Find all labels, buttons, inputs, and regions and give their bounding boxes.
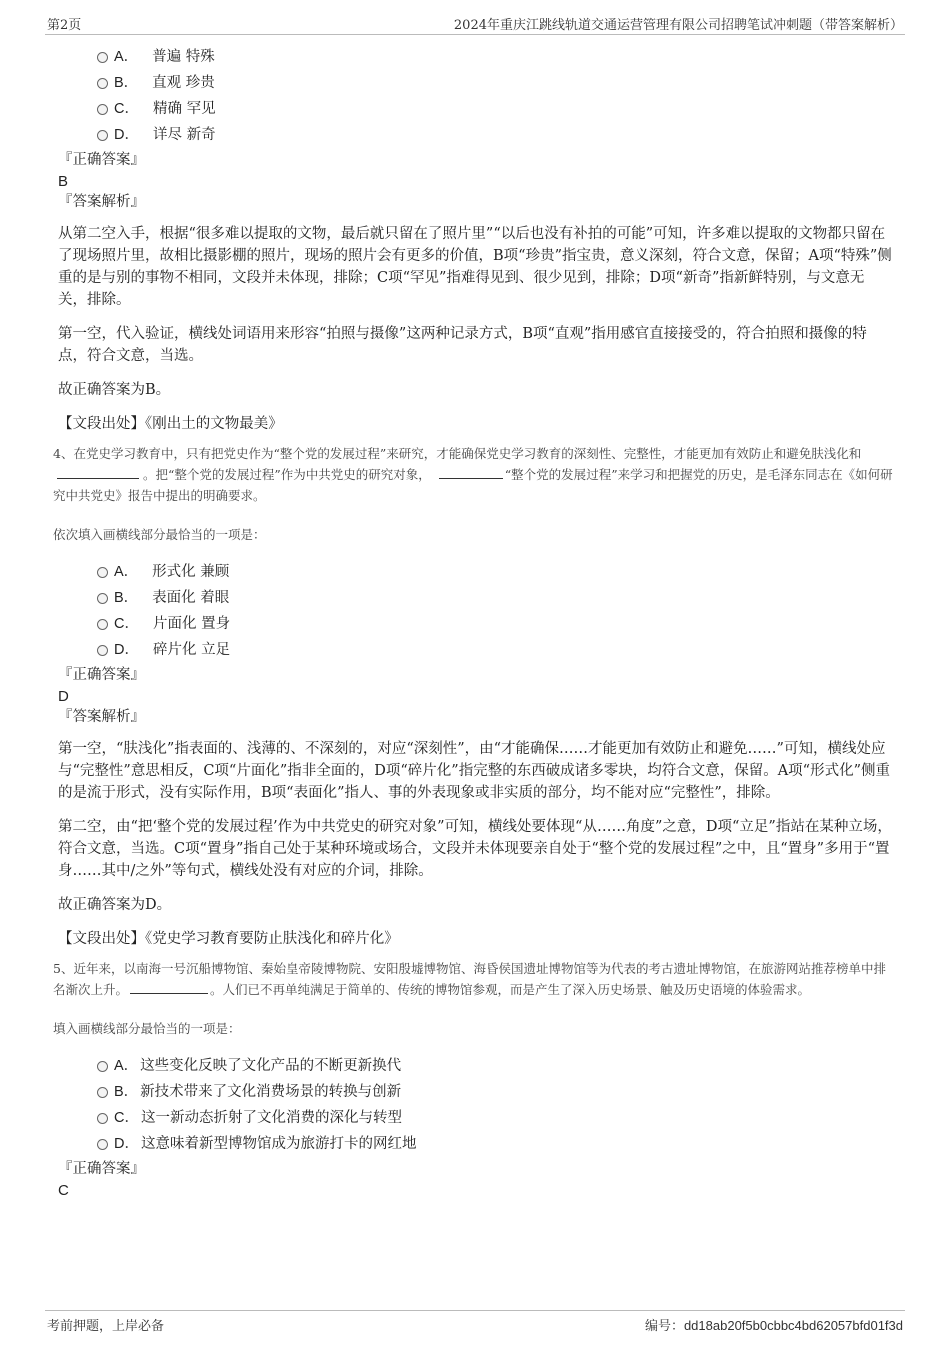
- page-footer: [45, 1310, 905, 1335]
- radio-icon[interactable]: [97, 645, 108, 656]
- q4-stem: 4、在党史学习教育中，只有把党史作为“整个党的发展过程”来研究，才能确保党史学习教育的深刻性、完整性，才能更加有效防止和避免肤浅化和。把“整个党的发展过程”作为中共党史的研究对象， “整个党的发展过程”来学习和把握党的历史，是毛泽东同志在《如何研究中共党史》报告中提出的明确要求。: [53, 446, 893, 503]
- q4-option-c[interactable]: C． 片面化 置身: [58, 611, 893, 637]
- q4-options: [58, 559, 893, 663]
- radio-icon[interactable]: [97, 52, 108, 63]
- radio-icon[interactable]: [97, 619, 108, 630]
- q5-option-d[interactable]: D． 这意味着新型博物馆成为旅游打卡的网红地: [58, 1131, 893, 1157]
- q3-analysis-1: 从第二空入手，根据“很多难以提取的文物，最后就只留在了照片里”“以后也没有补拍的可能”可知，许多难以提取的文物都只留在了现场照片里，故相比摄影棚的照片，现场的照片会有更多的价值，B项“珍贵”指宝贵，意义深刻，符合文意，保留；A项“特殊”侧重的是与别的事物不相同，文段并未体现，排除；C项“罕见”指难得见到、很少见到，排除；D项“新奇”指新鲜特别，与文意无关，排除。: [58, 226, 892, 308]
- q5-prompt: 填入画横线部分最恰当的一项是：: [53, 1021, 241, 1036]
- q4-option-a[interactable]: A． 形式化 兼顾: [58, 559, 893, 585]
- content: [53, 44, 893, 1201]
- radio-icon[interactable]: [97, 1113, 108, 1124]
- footer-slogan: 考前押题，上岸必备: [47, 1319, 165, 1334]
- q3-analysis-tag: 『答案解析』: [58, 194, 145, 210]
- radio-icon[interactable]: [97, 1061, 108, 1072]
- radio-icon[interactable]: [97, 593, 108, 604]
- q5-answer: C: [58, 1182, 69, 1199]
- radio-icon[interactable]: [97, 78, 108, 89]
- radio-icon[interactable]: [97, 1087, 108, 1098]
- q4-answer-tag: 『正确答案』: [58, 667, 145, 683]
- q5-option-c[interactable]: C． 这一新动态折射了文化消费的深化与转型: [58, 1105, 893, 1131]
- q4-option-b[interactable]: B． 表面化 着眼: [58, 585, 893, 611]
- q4-prompt: 依次填入画横线部分最恰当的一项是：: [53, 527, 266, 542]
- radio-icon[interactable]: [97, 104, 108, 115]
- page-header: [45, 14, 905, 35]
- q5-stem: 5、近年来，以南海一号沉船博物馆、秦始皇帝陵博物院、安阳殷墟博物馆、海昏侯国遗址博物馆等为代表的考古遗址博物馆，在旅游网站推荐榜单中排名渐次上升。 。人们已不再单纯满足于简单的、传统的博物馆参观，而是产生了深入历史场景、触及历史语境的体验需求。: [53, 961, 886, 997]
- q4-analysis-3: 故正确答案为D。: [58, 897, 172, 913]
- document-title: 2024年重庆江跳线轨道交通运营管理有限公司招聘笔试冲刺题（带答案解析）: [453, 18, 903, 33]
- q3-answer: B: [58, 173, 69, 190]
- radio-icon[interactable]: [97, 130, 108, 141]
- q3-analysis-2: 第一空，代入验证，横线处词语用来形容“拍照与摄像”这两种记录方式，B项“直观”指用感官直接接受的，符合拍照和摄像的特点，符合文意，当选。: [58, 326, 867, 364]
- q3-analysis-3: 故正确答案为B。: [58, 382, 171, 398]
- q4-analysis-1: 第一空，“肤浅化”指表面的、浅薄的、不深刻的，对应“深刻性”，由“才能确保……才能更加有效防止和避免……”可知，横线处应与“完整性”意思相反，C项“片面化”指非全面的，D项“碎片化”指完整的东西破成诸多零块，均符合文意，保留。A项“形式化”侧重的是流于形式，没有实际作用，B项“表面化”指人、事的外表现象或非实质的部分，均不能对应“完整性”，排除。: [58, 741, 890, 801]
- q3-option-a[interactable]: A． 普遍 特殊: [58, 44, 893, 70]
- q5-option-b[interactable]: B． 新技术带来了文化消费场景的转换与创新: [58, 1079, 893, 1105]
- radio-icon[interactable]: [97, 1139, 108, 1150]
- radio-icon[interactable]: [97, 567, 108, 578]
- document-code: 编号：dd18ab20f5b0cbbc4bd62057bfd01f3d: [644, 1318, 903, 1334]
- q5-option-a[interactable]: A． 这些变化反映了文化产品的不断更新换代: [58, 1053, 893, 1079]
- q4-analysis-tag: 『答案解析』: [58, 709, 145, 725]
- blank-line: [57, 478, 139, 479]
- q4-answer: D: [58, 688, 69, 705]
- page-number: 第2页: [47, 18, 82, 33]
- blank-line: [130, 993, 208, 994]
- q5-options: [58, 1053, 893, 1157]
- q3-options: [58, 44, 893, 148]
- q3-option-c[interactable]: C． 精确 罕见: [58, 96, 893, 122]
- q3-option-b[interactable]: B． 直观 珍贵: [58, 70, 893, 96]
- blank-line: [439, 478, 503, 479]
- q3-answer-tag: 『正确答案』: [58, 152, 145, 168]
- q3-source: 【文段出处】《刚出土的文物最美》: [58, 416, 283, 432]
- q5-answer-tag: 『正确答案』: [58, 1161, 145, 1177]
- q4-analysis-2: 第二空，由“把‘整个党的发展过程’作为中共党史的研究对象”可知，横线处要体现“从……角度”之意，D项“立足”指站在某种立场，符合文意，当选。C项“置身”指自己处于某种环境或场合，文段并未体现要亲自处于“整个党的发展过程”之中，且“置身”多用于“置身……其中/之外”等句式，横线处没有对应的介词，排除。: [58, 819, 892, 879]
- q4-option-d[interactable]: D． 碎片化 立足: [58, 637, 893, 663]
- q3-option-d[interactable]: D． 详尽 新奇: [58, 122, 893, 148]
- q4-source: 【文段出处】《党史学习教育要防止肤浅化和碎片化》: [58, 931, 399, 947]
